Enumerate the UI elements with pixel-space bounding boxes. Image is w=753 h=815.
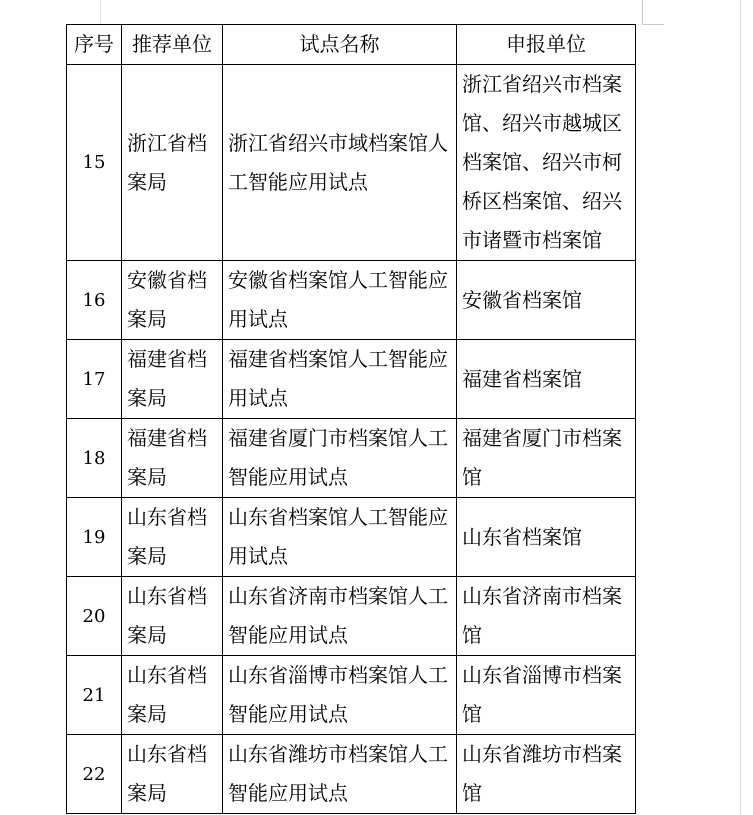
cell-applicant-unit: 山东省淄博市档案馆 — [457, 656, 636, 735]
cell-recommending-unit: 浙江省档案局 — [122, 65, 223, 261]
table-row — [67, 577, 636, 656]
cell-pilot-name: 山东省济南市档案馆人工智能应用试点 — [223, 577, 457, 656]
cell-serial-number: 19 — [67, 498, 122, 577]
cell-recommending-unit: 福建省档案局 — [122, 340, 223, 419]
cell-serial-number: 18 — [67, 419, 122, 498]
cell-serial-number: 17 — [67, 340, 122, 419]
table-row — [67, 419, 636, 498]
cell-serial-number: 20 — [67, 577, 122, 656]
cell-applicant-unit: 浙江省绍兴市档案馆、绍兴市越城区档案馆、绍兴市柯桥区档案馆、绍兴市诸暨市档案馆 — [457, 65, 636, 261]
table-header-row — [67, 25, 636, 65]
cell-recommending-unit: 山东省档案局 — [122, 577, 223, 656]
page-corner-mark-horizontal — [642, 24, 664, 25]
cell-serial-number: 22 — [67, 735, 122, 814]
table-row — [67, 735, 636, 814]
cell-applicant-unit: 山东省档案馆 — [457, 498, 636, 577]
cell-recommending-unit: 山东省档案局 — [122, 498, 223, 577]
header-serial-number: 序号 — [67, 25, 122, 65]
header-recommending-unit: 推荐单位 — [122, 25, 223, 65]
cell-serial-number: 16 — [67, 261, 122, 340]
pilot-list-table — [66, 24, 636, 814]
cell-serial-number: 21 — [67, 656, 122, 735]
cell-recommending-unit: 山东省档案局 — [122, 656, 223, 735]
cell-pilot-name: 浙江省绍兴市域档案馆人工智能应用试点 — [223, 65, 457, 261]
header-applicant-unit: 申报单位 — [457, 25, 636, 65]
cell-recommending-unit: 福建省档案局 — [122, 419, 223, 498]
cell-applicant-unit: 山东省潍坊市档案馆 — [457, 735, 636, 814]
table-row — [67, 656, 636, 735]
cell-pilot-name: 山东省淄博市档案馆人工智能应用试点 — [223, 656, 457, 735]
header-pilot-name: 试点名称 — [223, 25, 457, 65]
table-row — [67, 340, 636, 419]
cell-applicant-unit: 福建省档案馆 — [457, 340, 636, 419]
page-corner-mark-vertical — [642, 0, 643, 24]
cell-applicant-unit: 山东省济南市档案馆 — [457, 577, 636, 656]
cell-applicant-unit: 福建省厦门市档案馆 — [457, 419, 636, 498]
page-edge-rule — [740, 0, 741, 815]
cell-pilot-name: 福建省厦门市档案馆人工智能应用试点 — [223, 419, 457, 498]
cell-pilot-name: 福建省档案馆人工智能应用试点 — [223, 340, 457, 419]
table-row — [67, 261, 636, 340]
table-row — [67, 65, 636, 261]
cell-recommending-unit: 山东省档案局 — [122, 735, 223, 814]
cell-pilot-name: 山东省潍坊市档案馆人工智能应用试点 — [223, 735, 457, 814]
table-row — [67, 498, 636, 577]
cell-serial-number: 15 — [67, 65, 122, 261]
cell-pilot-name: 山东省档案馆人工智能应用试点 — [223, 498, 457, 577]
cell-recommending-unit: 安徽省档案局 — [122, 261, 223, 340]
page-margin-mark — [100, 0, 101, 24]
cell-pilot-name: 安徽省档案馆人工智能应用试点 — [223, 261, 457, 340]
cell-applicant-unit: 安徽省档案馆 — [457, 261, 636, 340]
